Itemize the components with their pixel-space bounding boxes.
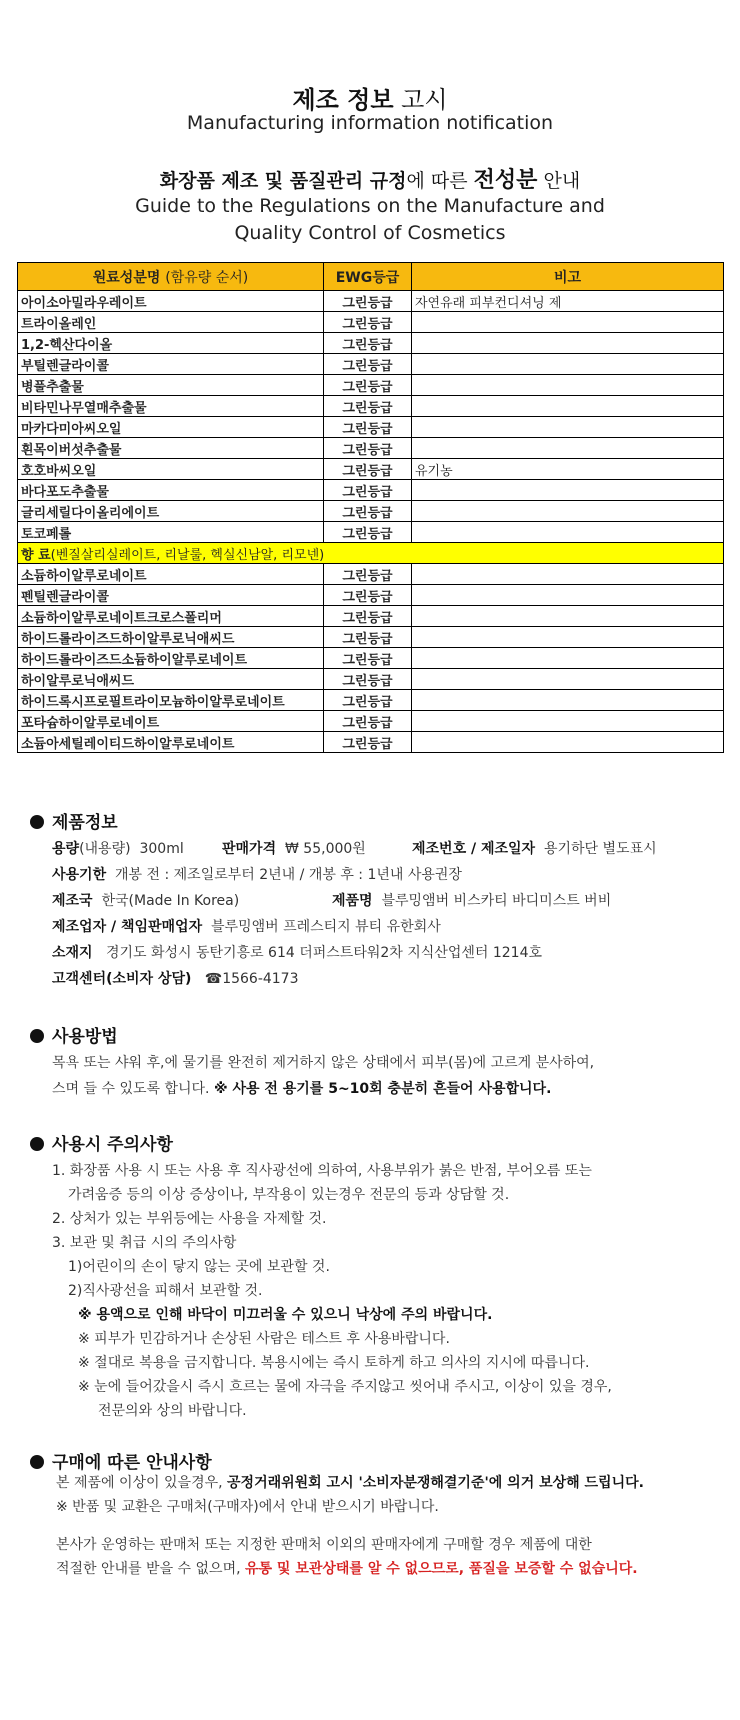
ewg-grade-cell: 그린등급: [324, 312, 412, 333]
caution-line-11: 전문의와 상의 바랍니다.: [98, 1403, 247, 1419]
ewg-grade-cell: 그린등급: [324, 396, 412, 417]
table-row: [18, 522, 724, 543]
table-row: [18, 711, 724, 732]
table-row: [18, 312, 724, 333]
ewg-grade-cell: 그린등급: [324, 375, 412, 396]
table-row: [18, 291, 724, 312]
ingredient-name-cell: 펜틸렌글라이콜: [18, 585, 324, 606]
note-cell: [412, 627, 724, 648]
maker-line: 제조업자 / 책임판매업자 블루밍앰버 프레스티지 뷰티 유한회사: [52, 919, 441, 935]
note-cell: [412, 396, 724, 417]
table-row: [18, 333, 724, 354]
ewg-grade-cell: 그린등급: [324, 732, 412, 753]
ingredient-name-cell: 포타슘하이알루로네이트: [18, 711, 324, 732]
table-row: [18, 606, 724, 627]
guide-title: 화장품 제조 및 품질관리 규정에 따른 전성분 안내: [159, 168, 581, 193]
note-cell: 자연유래 피부컨디셔닝 제: [412, 291, 724, 312]
address-line: 소재지 경기도 화성시 동탄기흥로 614 더퍼스트타워2차 지식산업센터 1214호: [52, 945, 542, 961]
ewg-grade-cell: 그린등급: [324, 417, 412, 438]
ingredient-name-cell: 하이드롤라이즈드소듐하이알루로네이트: [18, 648, 324, 669]
ingredient-name-cell: 1,2-헥산다이올: [18, 333, 324, 354]
caution-line-8: ※ 피부가 민감하거나 손상된 사람은 테스트 후 사용바랍니다.: [78, 1331, 450, 1347]
caution-line-4: 3. 보관 및 취급 시의 주의사항: [52, 1235, 237, 1251]
product-info-heading: 제품정보: [30, 808, 118, 833]
caution-line-9: ※ 절대로 복용을 금지합니다. 복용시에는 즉시 토하게 하고 의사의 지시에 따릅니다.: [78, 1355, 590, 1371]
usage-heading: 사용방법: [30, 1022, 118, 1047]
ingredient-name-cell: 부틸렌글라이콜: [18, 354, 324, 375]
note-cell: [412, 648, 724, 669]
ingredient-name-cell: 하이드롤라이즈드하이알루로닉애씨드: [18, 627, 324, 648]
usage-line-2: 스며 들 수 있도록 합니다. ※ 사용 전 용기를 5~10회 충분히 흔들어 사용합니다.: [52, 1081, 552, 1097]
ewg-grade-cell: 그린등급: [324, 606, 412, 627]
note-cell: [412, 732, 724, 753]
table-row: [18, 648, 724, 669]
product-name-line: 제품명 블루밍앰버 비스카티 바디미스트 버비: [332, 893, 612, 909]
caution-line-6: 2)직사광선을 피해서 보관할 것.: [68, 1283, 263, 1299]
ewg-grade-cell: 그린등급: [324, 585, 412, 606]
bullet-icon: [30, 1137, 44, 1151]
ingredient-name-cell: 아이소아밀라우레이트: [18, 291, 324, 312]
ewg-grade-cell: 그린등급: [324, 438, 412, 459]
country-line: 제조국 한국(Made In Korea): [52, 893, 240, 909]
usage-line-1: 목욕 또는 샤워 후,에 물기를 완전히 제거하지 않은 상태에서 피부(몸)에 고르게 분사하여,: [52, 1055, 595, 1071]
ewg-grade-cell: 그린등급: [324, 648, 412, 669]
ingredient-name-cell: 흰목이버섯추출물: [18, 438, 324, 459]
expiry-line: 사용기한 개봉 전 : 제조일로부터 2년내 / 개봉 후 : 1년내 사용권장: [52, 867, 462, 883]
ewg-grade-cell: 그린등급: [324, 291, 412, 312]
ewg-grade-cell: 그린등급: [324, 480, 412, 501]
table-row: [18, 564, 724, 585]
table-row: [18, 459, 724, 480]
bullet-icon: [30, 1029, 44, 1043]
table-row: [18, 690, 724, 711]
caution-line-10: ※ 눈에 들어갔을시 즉시 흐르는 물에 자극을 주지않고 씻어내 주시고, 이상이 있을 경우,: [78, 1379, 612, 1395]
ingredient-name-header: 원료성분명 (함유량 순서): [18, 263, 324, 291]
ewg-grade-cell: 그린등급: [324, 333, 412, 354]
purchase-line-3: 본사가 운영하는 판매처 또는 지정한 판매처 이외의 판매자에게 구매할 경우 제품에 대한: [56, 1537, 592, 1553]
ingredient-table: [17, 262, 724, 753]
table-row: [18, 438, 724, 459]
note-cell: [412, 564, 724, 585]
note-cell: [412, 585, 724, 606]
table-row: [18, 669, 724, 690]
note-cell: [412, 312, 724, 333]
ingredient-name-cell: 소듐아세틸레이티드하이알루로네이트: [18, 732, 324, 753]
note-cell: [412, 690, 724, 711]
note-cell: [412, 354, 724, 375]
caution-line-7: ※ 용액으로 인해 바닥이 미끄러울 수 있으니 낙상에 주의 바랍니다.: [78, 1307, 493, 1323]
ingredient-name-cell: 트라이올레인: [18, 312, 324, 333]
table-row: [18, 396, 724, 417]
purchase-heading: 구매에 따른 안내사항: [30, 1448, 212, 1473]
table-row: [18, 354, 724, 375]
table-row: [18, 480, 724, 501]
ewg-grade-cell: 그린등급: [324, 354, 412, 375]
ewg-grade-cell: 그린등급: [324, 501, 412, 522]
purchase-line-4: 적절한 안내를 받을 수 없으며, 유통 및 보관상태를 알 수 없으므로, 품질을 보증할 수 없습니다.: [56, 1561, 638, 1577]
fragrance-cell: 향 료(벤질살리실레이트, 리날룰, 헥실신남알, 리모넨): [18, 543, 724, 564]
purchase-line-2: ※ 반품 및 교환은 구매처(구매자)에서 안내 받으시기 바랍니다.: [56, 1499, 439, 1515]
ingredient-name-cell: 토코페롤: [18, 522, 324, 543]
ingredient-name-cell: 하이알루로닉애씨드: [18, 669, 324, 690]
note-cell: [412, 669, 724, 690]
note-cell: [412, 480, 724, 501]
guide-subtitle: Guide to the Regulations on the Manufacture and Quality Control of Cosmetics: [135, 195, 605, 244]
ewg-grade-cell: 그린등급: [324, 564, 412, 585]
caution-line-2: 가려움증 등의 이상 증상이나, 부작용이 있는경우 전문의 등과 상담할 것.: [68, 1187, 510, 1203]
volume-line: 용량(내용량) 300ml: [52, 841, 184, 857]
ingredient-name-cell: 호호바씨오일: [18, 459, 324, 480]
note-cell: [412, 606, 724, 627]
caution-line-3: 2. 상처가 있는 부위등에는 사용을 자제할 것.: [52, 1211, 327, 1227]
ingredient-name-cell: 비타민나무열매추출물: [18, 396, 324, 417]
ewg-grade-cell: 그린등급: [324, 459, 412, 480]
fragrance-row: [18, 543, 724, 564]
price-line: 판매가격 ₩ 55,000원: [222, 841, 366, 857]
ewg-grade-cell: 그린등급: [324, 627, 412, 648]
note-cell: [412, 711, 724, 732]
caution-line-1: 1. 화장품 사용 시 또는 사용 후 직사광선에 의하여, 사용부위가 붉은 반점, 부어오름 또는: [52, 1163, 592, 1179]
table-row: [18, 627, 724, 648]
table-row: [18, 375, 724, 396]
table-row: [18, 501, 724, 522]
ingredient-name-cell: 바다포도추출물: [18, 480, 324, 501]
page-subtitle: Manufacturing information notification: [186, 112, 554, 134]
ewg-grade-header: EWG등급: [324, 263, 412, 291]
ewg-grade-cell: 그린등급: [324, 711, 412, 732]
bullet-icon: [30, 1455, 44, 1469]
caution-heading: 사용시 주의사항: [30, 1130, 173, 1155]
ingredient-name-cell: 병풀추출물: [18, 375, 324, 396]
bullet-icon: [30, 815, 44, 829]
lot-line: 제조번호 / 제조일자 용기하단 별도표시: [412, 841, 657, 857]
ingredient-name-cell: 소듐하이알루로네이트: [18, 564, 324, 585]
purchase-line-1: 본 제품에 이상이 있을경우, 공정거래위원회 고시 '소비자분쟁해결기준'에 의거 보상해 드립니다.: [56, 1475, 644, 1491]
ingredient-name-cell: 글리세릴다이올리에이트: [18, 501, 324, 522]
note-cell: 유기농: [412, 459, 724, 480]
note-cell: [412, 501, 724, 522]
ingredient-name-cell: 소듐하이알루로네이트크로스폴리머: [18, 606, 324, 627]
note-cell: [412, 438, 724, 459]
note-cell: [412, 417, 724, 438]
table-row: [18, 585, 724, 606]
table-row: [18, 417, 724, 438]
ingredient-name-cell: 하이드록시프로필트라이모늄하이알루로네이트: [18, 690, 324, 711]
table-header-row: [18, 263, 724, 291]
customer-center-line: 고객센터(소비자 상담) ☎1566-4173: [52, 971, 299, 987]
note-header: 비고: [412, 263, 724, 291]
ewg-grade-cell: 그린등급: [324, 669, 412, 690]
ewg-grade-cell: 그린등급: [324, 522, 412, 543]
note-cell: [412, 333, 724, 354]
note-cell: [412, 522, 724, 543]
caution-line-5: 1)어린이의 손이 닿지 않는 곳에 보관할 것.: [68, 1259, 330, 1275]
page-title: 제조 정보 고시: [292, 86, 448, 114]
ingredient-name-cell: 마카다미아씨오일: [18, 417, 324, 438]
note-cell: [412, 375, 724, 396]
table-row: [18, 732, 724, 753]
ewg-grade-cell: 그린등급: [324, 690, 412, 711]
